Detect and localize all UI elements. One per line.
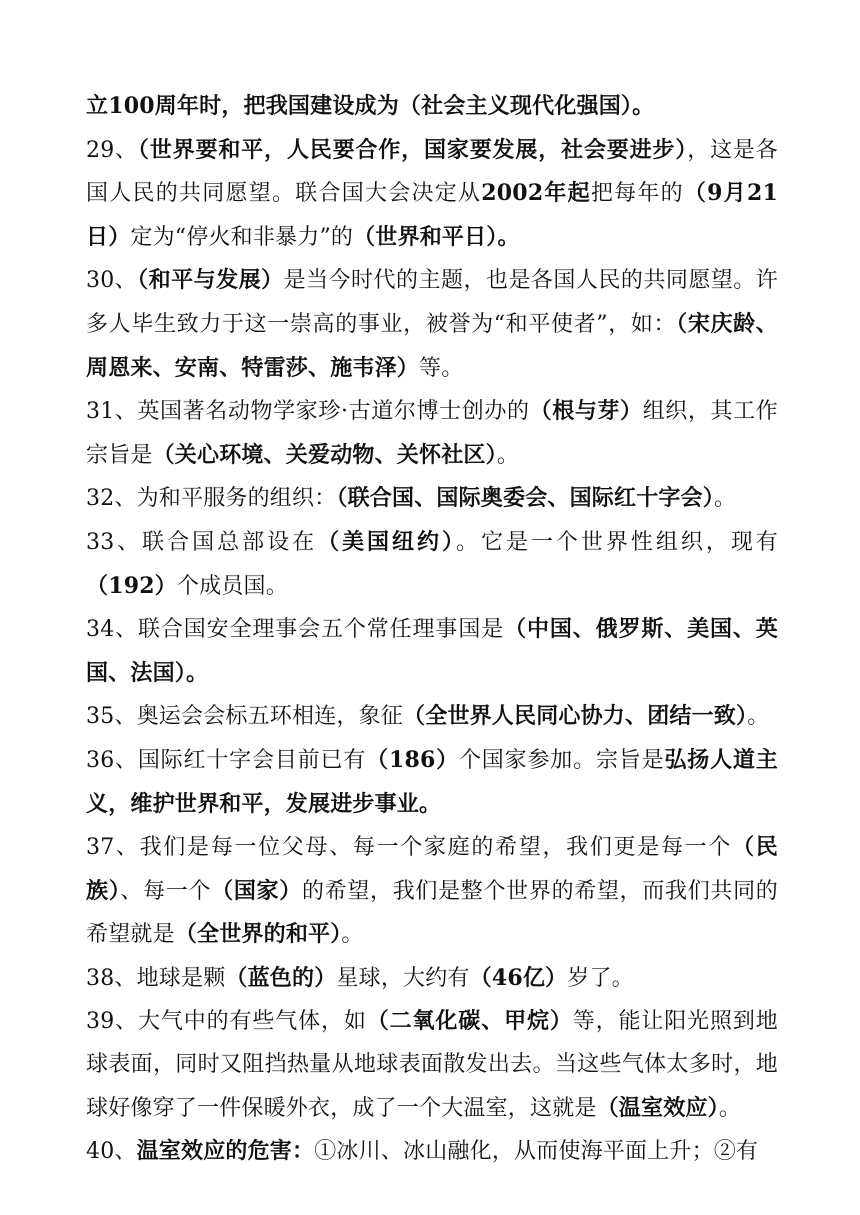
answer-text: （美国纽约） bbox=[317, 528, 456, 555]
answer-text: （温室效应） bbox=[596, 1094, 719, 1121]
text-segment: 的希望，我们是整个世界的希望，而我们共同的希望就是 bbox=[86, 878, 778, 948]
paragraph bbox=[86, 477, 778, 521]
answer-text: （关心环境、关爱动物、关怀社区） bbox=[152, 441, 497, 468]
paragraph bbox=[86, 695, 778, 739]
text-segment: 。它是一个世界性组织，现有 bbox=[455, 529, 779, 555]
text-segment: 33、联合国总部设在 bbox=[86, 529, 318, 555]
answer-text: 2002年起 bbox=[481, 180, 591, 207]
text-segment: 岁了。 bbox=[567, 965, 634, 991]
text-segment: 31、英国著名动物学家珍·古道尔博士创办的 bbox=[86, 399, 530, 425]
paragraph bbox=[86, 259, 778, 390]
answer-text: （186） bbox=[366, 746, 459, 773]
text-segment: 。 bbox=[496, 442, 520, 468]
text-segment: 。 bbox=[747, 704, 770, 730]
text-segment: 37、我们是每一位父母、每一个家庭的希望，我们更是每一个 bbox=[86, 835, 733, 861]
text-segment: 29、 bbox=[86, 137, 138, 163]
text-segment: 。 bbox=[341, 922, 364, 948]
text-segment: 是当今时代的主题，也是各国人民的共同愿望。许多人毕生致力于这一崇高的事业，被誉为“和平使者”，如： bbox=[86, 268, 778, 337]
answer-text: （宋庆龄、周恩来、安南、特雷莎、施韦泽） bbox=[86, 310, 778, 381]
text-segment: 40、 bbox=[86, 1139, 137, 1165]
answer-text: （民族） bbox=[86, 834, 778, 904]
paragraph bbox=[86, 390, 778, 477]
text-segment: 把每年的 bbox=[590, 181, 684, 207]
text-segment: 。 bbox=[714, 486, 737, 512]
text-segment: 、每一个 bbox=[120, 878, 212, 904]
text-segment: 38、地球是颗 bbox=[86, 965, 226, 991]
paragraph bbox=[86, 521, 778, 608]
text-segment: 39、大气中的有些气体，如 bbox=[86, 1009, 367, 1035]
paragraph bbox=[86, 1130, 778, 1174]
text-segment: 等。 bbox=[419, 355, 464, 381]
answer-text: （世界和平日）。 bbox=[353, 223, 520, 250]
answer-text: （9月21日） bbox=[86, 180, 778, 250]
text-segment: 35、奥运会会标五环相连，象征 bbox=[86, 704, 403, 730]
answer-text: 立100周年时，把我国建设成为（社会主义现代化强国）。 bbox=[86, 93, 655, 119]
paragraph bbox=[86, 1000, 778, 1130]
document-body bbox=[86, 85, 778, 1174]
paragraph bbox=[86, 608, 778, 695]
text-segment: 34、联合国安全理事会五个常任理事国是 bbox=[86, 617, 505, 643]
answer-text: （世界要和平，人民要合作，国家要发展，社会要进步） bbox=[137, 136, 688, 163]
answer-text: （二氧化碳、甲烷） bbox=[366, 1008, 573, 1035]
answer-text: （蓝色的） bbox=[225, 964, 337, 991]
paragraph bbox=[86, 739, 778, 826]
text-segment: 个国家参加。宗旨是 bbox=[458, 747, 665, 773]
text-segment: 星球，大约有 bbox=[336, 965, 470, 991]
text-segment: 组织，其工作宗旨是 bbox=[86, 399, 778, 468]
answer-text: （全世界人民同心协力、团结一致） bbox=[403, 703, 748, 730]
text-segment: ①冰川、冰山融化，从而使海平面上升；②有 bbox=[314, 1139, 759, 1165]
text-segment: 32、为和平服务的组织： bbox=[86, 486, 337, 512]
answer-text: （中国、俄罗斯、美国、英国、法国）。 bbox=[86, 616, 779, 686]
paragraph bbox=[86, 129, 778, 260]
answer-text: （联合国、国际奥委会、国际红十字会） bbox=[336, 485, 715, 512]
answer-text: 弘扬人道主义，维护世界和平，发展进步事业。 bbox=[86, 746, 778, 817]
text-segment: 30、 bbox=[86, 268, 138, 294]
paragraph bbox=[86, 826, 778, 957]
answer-text: （根与芽） bbox=[529, 398, 643, 425]
answer-text: （国家） bbox=[211, 877, 302, 904]
text-segment: 。 bbox=[718, 1095, 742, 1121]
text-segment: 等，能让阳光照到地球表面，同时又阻挡热量从地球表面散发出去。当这些气体太多时，地球好像穿了一件保暖外衣，成了一个大温室，这就是 bbox=[86, 1009, 778, 1121]
answer-text: （和平与发展） bbox=[137, 267, 284, 294]
text-segment: 定为“停火和非暴力”的 bbox=[130, 224, 354, 250]
paragraph bbox=[86, 957, 778, 1001]
text-segment: ，这是各国人民的共同愿望。联合国大会决定从 bbox=[86, 137, 778, 207]
text-segment: 36、国际红十字会目前已有 bbox=[86, 747, 367, 773]
answer-text: （全世界的和平） bbox=[174, 921, 342, 948]
answer-text: （192） bbox=[86, 572, 177, 599]
text-segment: 个成员国。 bbox=[176, 573, 288, 599]
paragraph bbox=[86, 85, 778, 129]
answer-text: （46亿） bbox=[469, 964, 568, 991]
answer-text: 温室效应的危害： bbox=[136, 1138, 315, 1165]
